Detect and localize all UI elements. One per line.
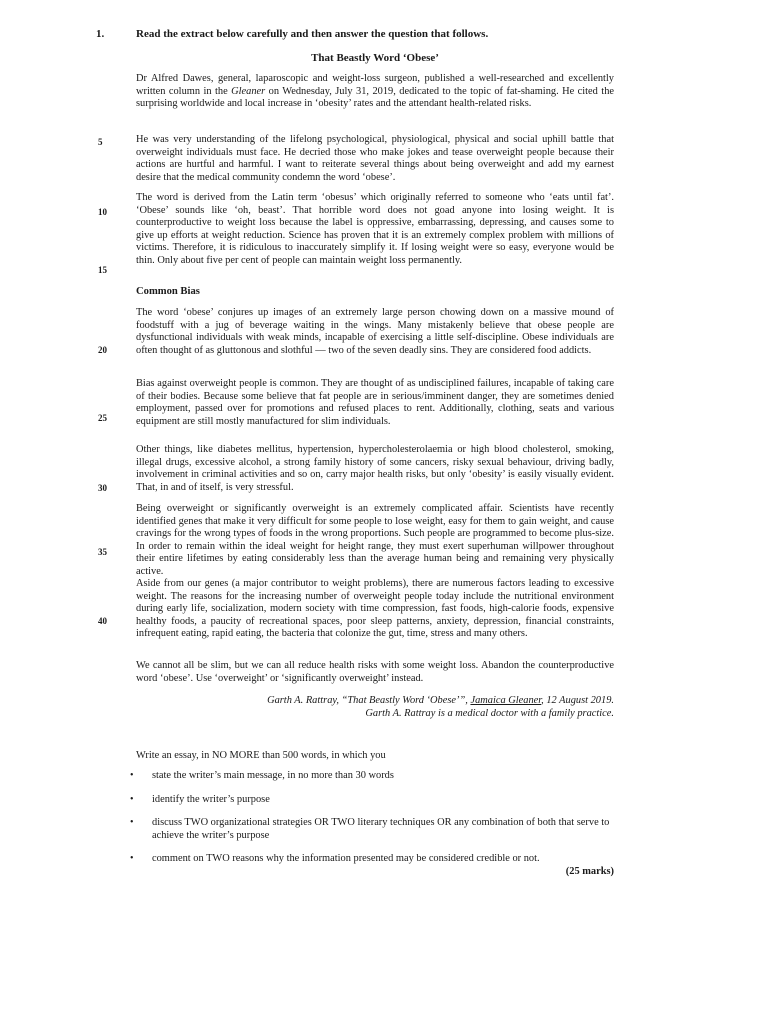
citation-author-title: Garth A. Rattray, “That Beastly Word ‘Obese’”,: [267, 695, 471, 706]
extract-title: That Beastly Word ‘Obese’: [311, 52, 439, 64]
paragraph-1-text-b: on Wednesday, July 31, 2019, dedicated to the topic of fat-shaming. He cited the surprising worldwide and local increase in ‘obesity’ rates and the attendant health-related risks.: [136, 85, 614, 110]
citation-source: [136, 695, 614, 708]
task-bullet-3: [128, 817, 614, 842]
paragraph-4: The word ‘obese’ conjures up images of an extremely large person chowing down on a massive mound of foodstuff with a jug of beverage waiting in the wings. Many mistakenly believe that obese people are dysfunctional individuals with weak minds, incapable of exercising a little self-discipline. Obese individuals are often thought of as gluttonous and slothful — two of the seven deadly sins. They are considered food addicts.: [136, 307, 614, 356]
citation-publication: Jamaica Gleaner: [470, 695, 542, 706]
question-instruction: Read the extract below carefully and then answer the question that follows.: [136, 28, 489, 40]
bullet-icon: •: [130, 817, 134, 829]
citation-date: , 12 August 2019.: [541, 695, 614, 706]
paragraph-1-text-a: Dr Alfred Dawes, general, laparoscopic and weight-loss surgeon, published a well-researched and excellently written column in the: [136, 73, 614, 97]
line-number-20: 20: [98, 345, 107, 355]
line-number-10: 10: [98, 207, 107, 217]
task-bullet-1: [128, 770, 614, 783]
task-bullet-text: state the writer’s main message, in no more than 30 words: [152, 770, 394, 781]
publication-name: Gleaner: [231, 85, 266, 97]
bullet-icon: •: [130, 770, 134, 781]
task-bullet-4: [128, 853, 614, 866]
task-bullet-text: comment on TWO reasons why the information presented may be considered credible or not.: [152, 853, 540, 865]
paragraph-9: We cannot all be slim, but we can all reduce health risks with some weight loss. Abandon the counterproductive word ‘obese’. Use ‘overweight’ or ‘significantly overweight’ instead.: [136, 660, 614, 684]
paragraph-8: Aside from our genes (a major contributor to weight problems), there are numerous factors leading to excessive weight. The reasons for the increasing number of overweight people today include the nutritional environment during early life, socialization, modern society with time compression, fast foods, high-calorie foods, expensive healthy foods, a paucity of recreational spaces, poor sleep patterns, anxiety, depression, financial constraints, infrequent eating, rapid eating, the bacteria that colonize the gut, time, stress and many others.: [136, 578, 614, 640]
line-number-35: 35: [98, 547, 107, 557]
line-number-30: 30: [98, 483, 107, 493]
line-number-5: 5: [98, 137, 103, 147]
citation-note: Garth A. Rattray is a medical doctor with a family practice.: [365, 707, 614, 719]
paragraph-7: Being overweight or significantly overweight is an extremely complicated affair. Scientists have recently identified genes that make it very difficult for some people to lose weight, easy for them to gain weight, and cause cravings for the wrong types of foods in the wrong proportions. Such people are programmed to become plus-size. In order to remain within the ideal weight for height range, they must exert superhuman willpower throughout their entire lifetimes by eating considerably less than the average human being and remaining very physically active.: [136, 503, 614, 577]
task-bullet-text: discuss TWO organizational strategies OR TWO literary techniques OR any combination of both that serve to achieve the writer’s purpose: [152, 817, 610, 841]
paragraph-3: The word is derived from the Latin term ‘obesus’ which originally referred to someone who ‘eats until fat’. ‘Obese’ sounds like ‘oh, beast’. That horrible word does not goad anyone into losing weight. It is counterproductive to weight loss because the label is oppressive, embarrassing, depressing, and causes some to give up efforts at weight reduction. Science has proven that it is an extremely complex problem with millions of victims. Therefore, it is ridiculous to inaccurately simplify it. If losing weight were so easy, everyone would be thin. Only about five per cent of people can maintain weight loss permanently.: [136, 192, 614, 266]
marks-allocation: (25 marks): [565, 866, 614, 877]
bullet-icon: •: [130, 853, 134, 865]
paragraph-6: Other things, like diabetes mellitus, hypertension, hypercholesterolaemia or high blood cholesterol, smoking, illegal drugs, excessive alcohol, a strong family history of some cancers, risky sexual behaviour, driving badly, involvement in criminal activities and so on, carry major health risks, but only ‘obesity’ is easily visually evident. That, in and of itself, is very stressful.: [136, 444, 614, 493]
line-number-25: 25: [98, 413, 107, 423]
paragraph-5: Bias against overweight people is common. They are thought of as undisciplined failures, incapable of taking care of their bodies. Because some believe that fat people are in serious/imminent danger, they are sometimes denied employment, passed over for promotions and refused places to rent. Additionally, clothing, seats and various equipment are still mostly manufactured for slim individuals.: [136, 378, 614, 427]
task-bullet-2: [128, 794, 614, 807]
paragraph-2: He was very understanding of the lifelong psychological, physiological, physical and social uphill battle that overweight individuals must face. He decried those who make jokes and tease overweight people because their actions are hurtful and harmful. I want to reiterate several things about being overweight and add my earnest desire that the medical community condemn the word ‘obese’.: [136, 134, 614, 183]
task-bullet-text: identify the writer’s purpose: [152, 793, 270, 805]
bullet-icon: •: [130, 793, 134, 805]
paragraph-1: [136, 73, 614, 111]
question-number: 1.: [96, 28, 105, 40]
task-bullet-list: [128, 770, 614, 877]
citation: [136, 695, 614, 720]
task-intro: Write an essay, in NO MORE than 500 words, in which you: [136, 750, 386, 761]
section-heading: Common Bias: [136, 286, 200, 297]
line-number-15: 15: [98, 265, 107, 275]
line-number-40: 40: [98, 616, 107, 626]
